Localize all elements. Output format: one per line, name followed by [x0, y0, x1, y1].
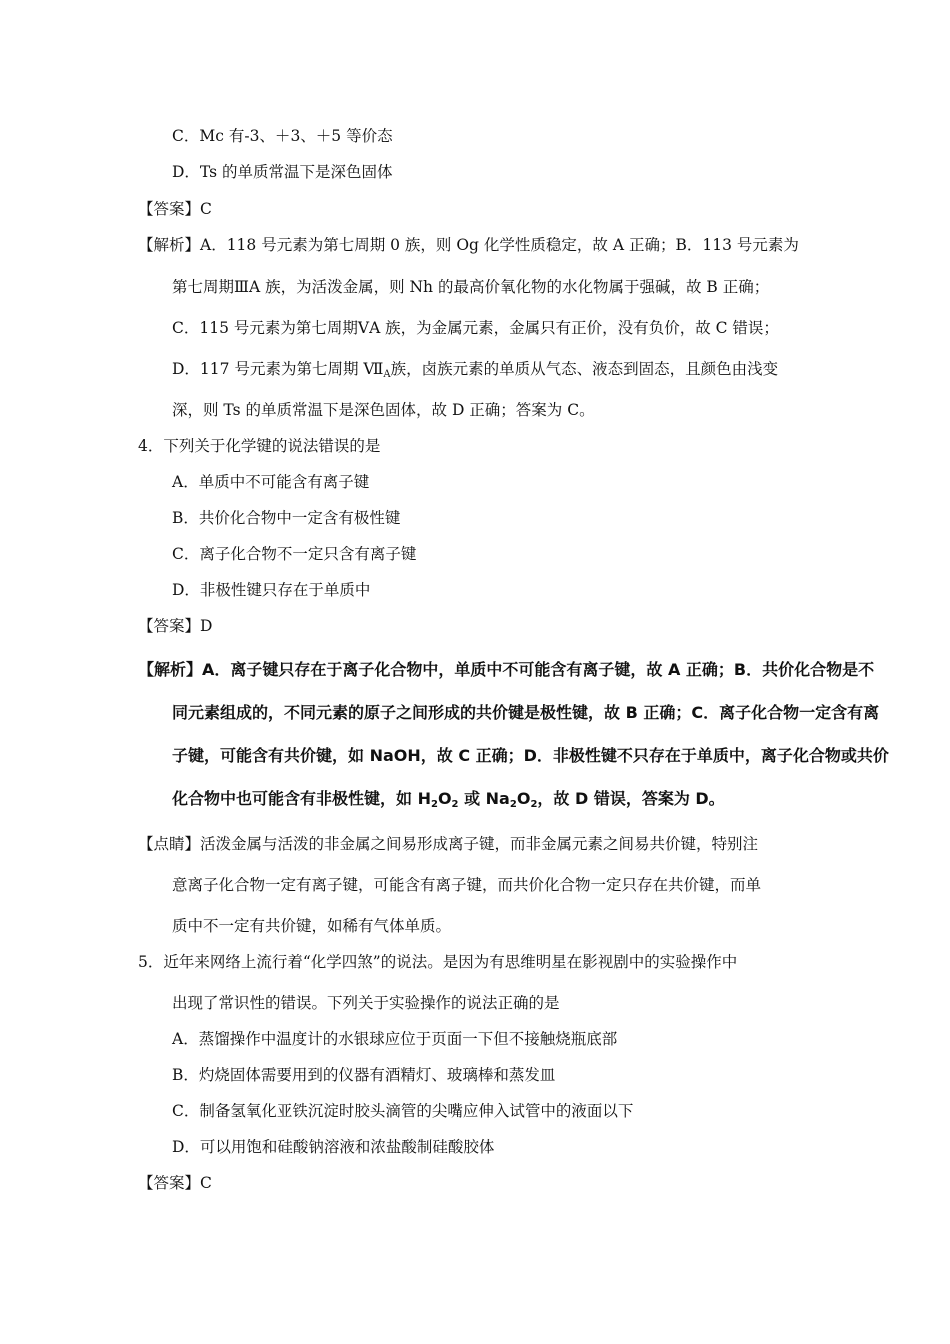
q4-note-line-3: 质中不一定有共价键，如稀有气体单质。 — [172, 917, 452, 935]
q5-answer: 【答案】C — [138, 1174, 212, 1192]
q3-explanation-line-3: C．115 号元素为第七周期ⅤA 族，为金属元素，金属只有正价，没有负价，故 C 错误； — [172, 319, 779, 337]
q5-option-c: C．制备氢氧化亚铁沉淀时胶头滴管的尖嘴应伸入试管中的液面以下 — [172, 1102, 634, 1120]
q3-explanation-line-4-part-b: 族，卤族元素的单质从气态、液态到固态，且颜色由浅变 — [390, 360, 779, 378]
q4-explanation-line-4-part-a: 化合物中也可能含有非极性键，如 H — [172, 789, 431, 808]
q4-stem: 4．下列关于化学键的说法错误的是 — [138, 437, 381, 455]
q4-note-line-2: 意离子化合物一定有离子键，可能含有离子键，而共价化合物一定只存在共价键，而单 — [172, 876, 762, 894]
q4-option-d: D．非极性键只存在于单质中 — [172, 581, 371, 599]
q5-stem-line-1: 5．近年来网络上流行着“化学四煞”的说法。是因为有思维明星在影视剧中的实验操作中 — [138, 953, 738, 971]
q4-explanation-line-4-part-b: O — [437, 789, 452, 808]
q4-answer: 【答案】D — [138, 617, 213, 635]
q4-note-line-1: 【点睛】活泼金属与活泼的非金属之间易形成离子键，而非金属元素之间易共价键，特别注 — [138, 835, 759, 853]
subscript-3: 2 — [509, 799, 517, 810]
q4-explanation-line-4 — [172, 789, 725, 809]
q5-option-a: A．蒸馏操作中温度计的水银球应位于页面一下但不接触烧瓶底部 — [172, 1030, 618, 1048]
q3-option-d: D．Ts 的单质常温下是深色固体 — [172, 163, 393, 181]
q4-option-b: B．共价化合物中一定含有极性键 — [172, 509, 401, 527]
q4-explanation-line-4-part-c: 或 Na — [458, 789, 510, 808]
q4-explanation-line-3: 子键，可能含有共价键，如 NaOH，故 C 正确；D．非极性键不只存在于单质中，离子化合物或共价 — [172, 746, 889, 765]
q3-explanation-line-5: 深，则 Ts 的单质常温下是深色固体，故 D 正确；答案为 C。 — [172, 401, 595, 419]
q3-option-c: C．Mc 有-3、＋3、＋5 等价态 — [172, 127, 393, 145]
subscript-1: 2 — [430, 799, 438, 810]
q5-option-b: B．灼烧固体需要用到的仪器有酒精灯、玻璃棒和蒸发皿 — [172, 1066, 556, 1084]
q3-explanation-line-2: 第七周期ⅢA 族，为活泼金属，则 Nh 的最高价氧化物的水化物属于强碱，故 B 正确； — [172, 278, 770, 296]
q3-answer: 【答案】C — [138, 200, 212, 218]
q3-explanation-line-4-part-a: D．117 号元素为第七周期 Ⅶ — [172, 360, 384, 378]
q4-explanation-line-2: 同元素组成的，不同元素的原子之间形成的共价键是极性键，故 B 正确；C．离子化合物一定含有离 — [172, 703, 880, 722]
q4-option-c: C．离子化合物不一定只含有离子键 — [172, 545, 417, 563]
q3-explanation-line-1: 【解析】A．118 号元素为第七周期 0 族，则 Og 化学性质稳定，故 A 正确；B．113 号元素为 — [138, 236, 799, 254]
group-subscript: A — [383, 369, 391, 380]
subscript-2: 2 — [451, 799, 459, 810]
q4-explanation-line-4-part-e: ，故 D 错误，答案为 D。 — [537, 789, 725, 808]
q4-option-a: A．单质中不可能含有离子键 — [172, 473, 370, 491]
q5-stem-line-2: 出现了常识性的错误。下列关于实验操作的说法正确的是 — [172, 994, 560, 1012]
q4-explanation-line-4-part-d: O — [516, 789, 531, 808]
subscript-4: 2 — [530, 799, 538, 810]
q3-explanation-line-4 — [172, 359, 778, 379]
q5-option-d: D．可以用饱和硅酸钠溶液和浓盐酸制硅酸胶体 — [172, 1138, 495, 1156]
q4-explanation-line-1: 【解析】A．离子键只存在于离子化合物中，单质中不可能含有离子键，故 A 正确；B．共价化合物是不 — [138, 660, 875, 679]
